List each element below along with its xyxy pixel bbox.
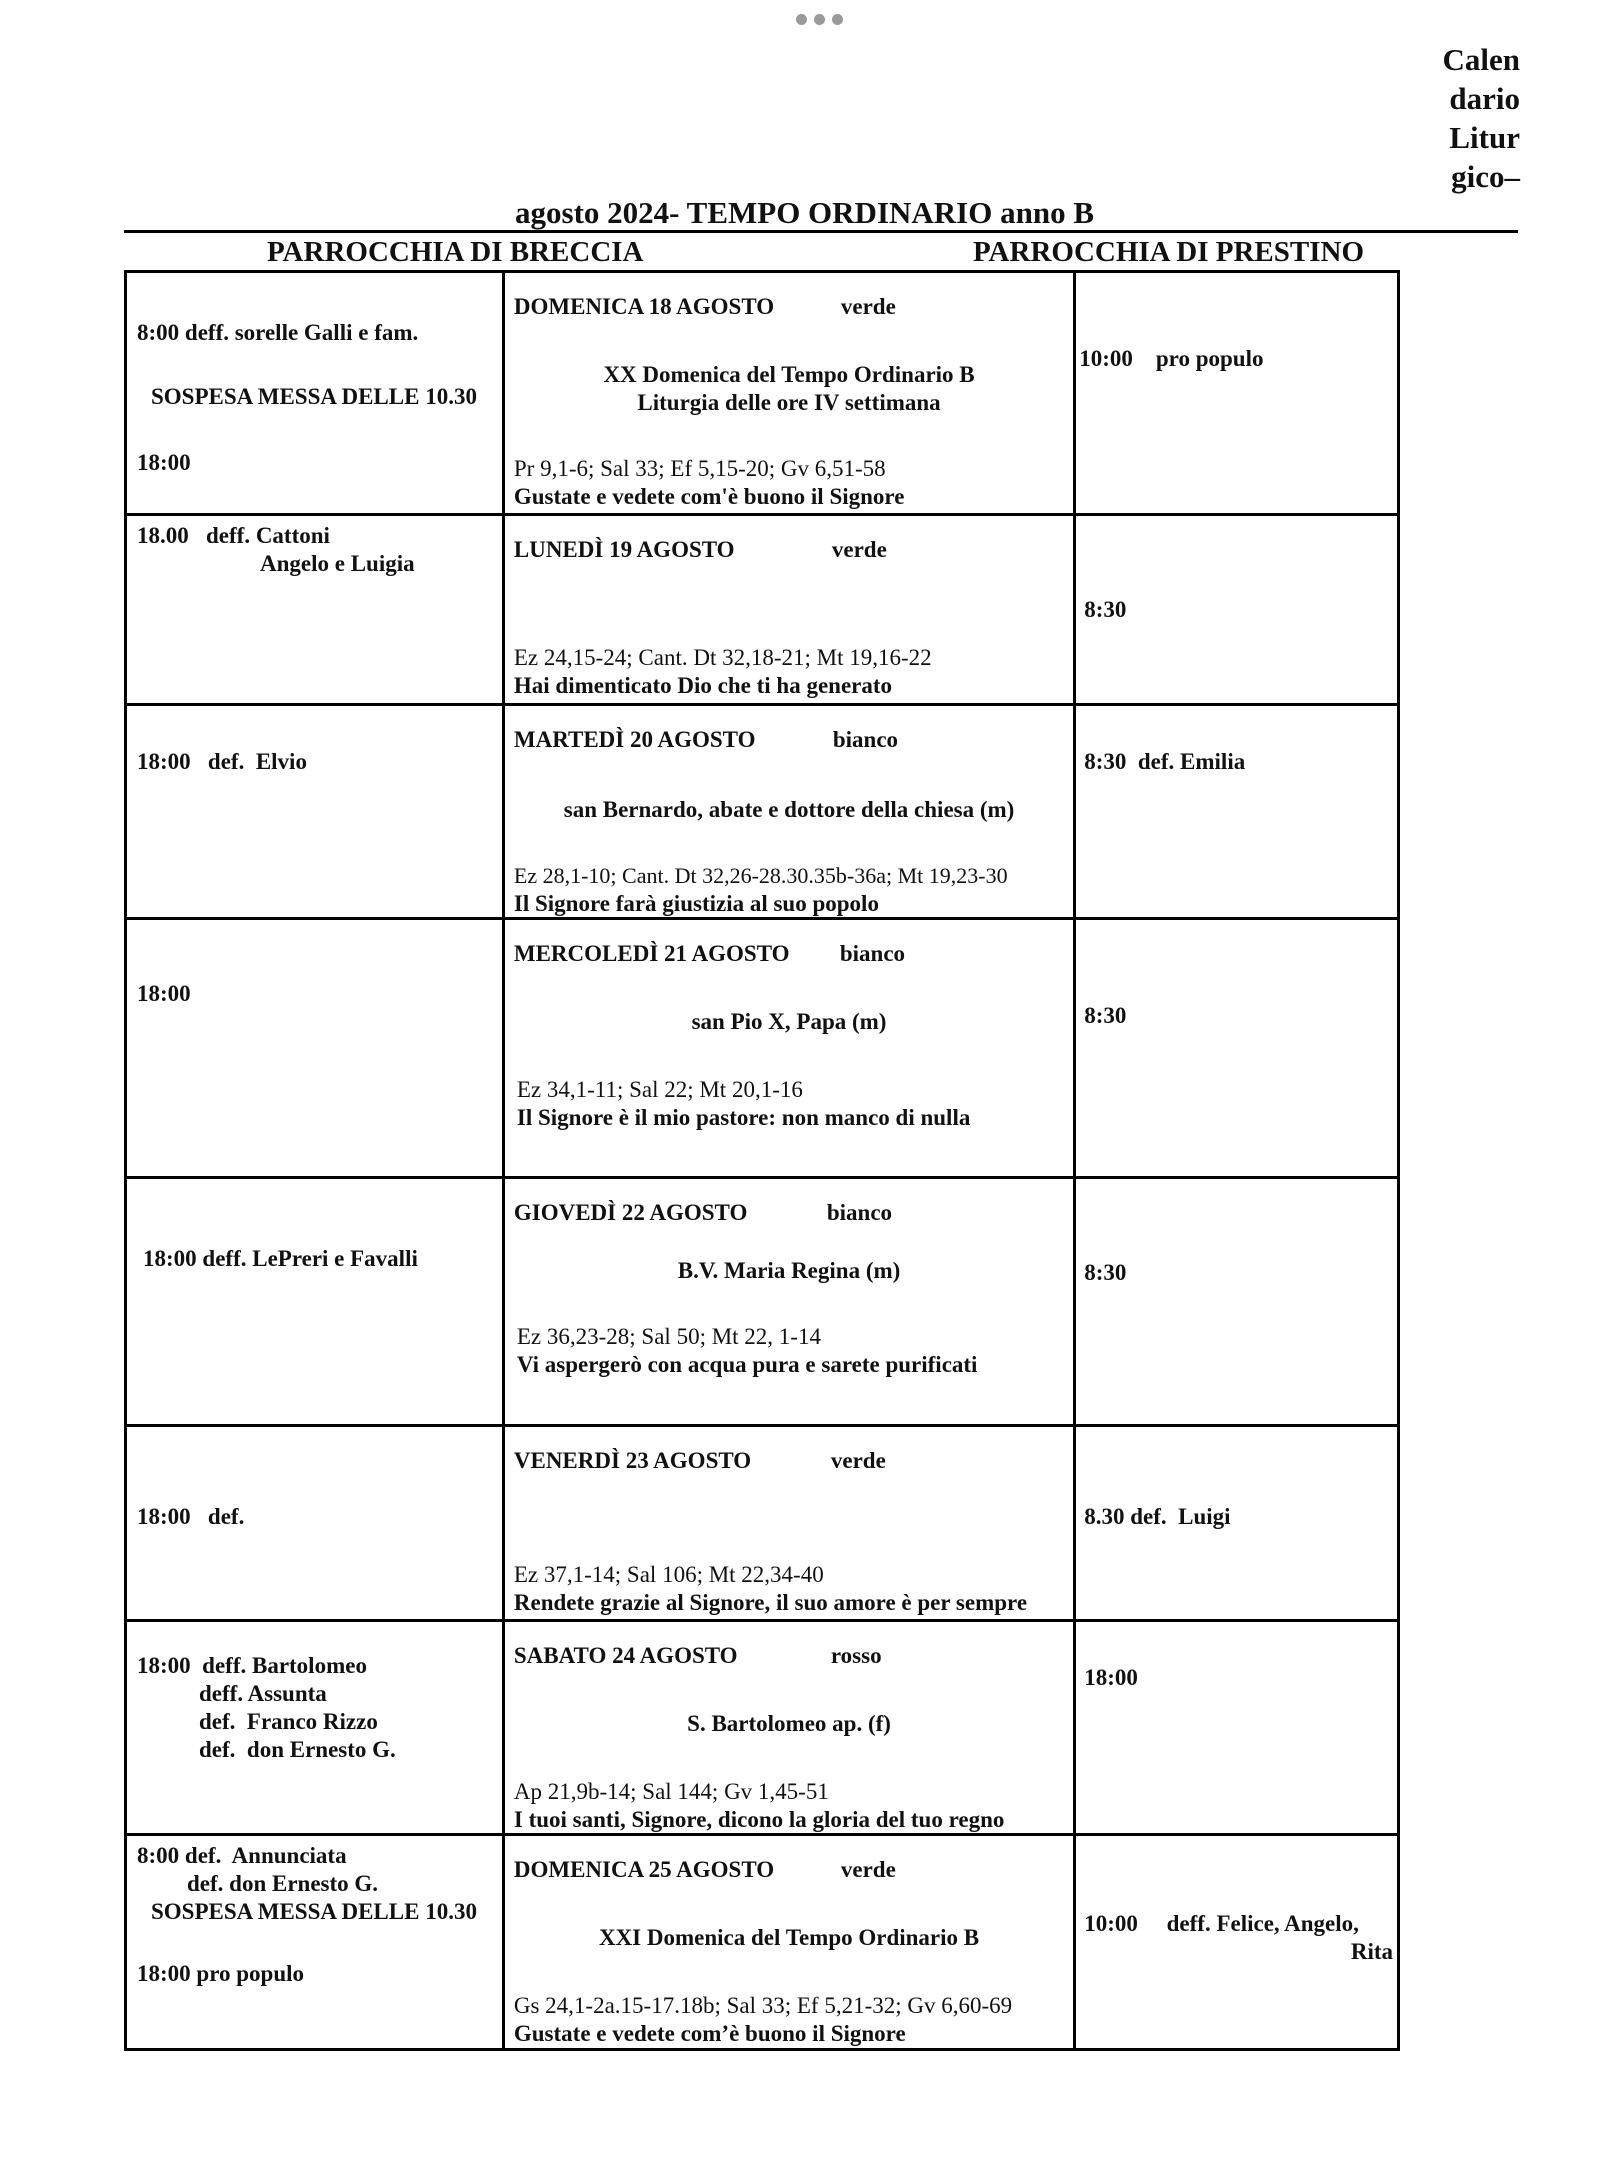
psalm-response: Il Signore farà giustizia al suo popolo xyxy=(513,891,879,916)
mass-entry: 18:00 xyxy=(137,450,191,475)
readings: Ap 21,9b-14; Sal 144; Gv 1,45-51 xyxy=(513,1779,829,1804)
prestino-cell xyxy=(1075,272,1399,515)
table-row xyxy=(126,1835,1399,2050)
mass-entry: 18:00 def. Elvio xyxy=(137,749,307,774)
feast-name: B.V. Maria Regina (m) xyxy=(677,1258,901,1283)
readings: Ez 24,15-24; Cant. Dt 32,18-21; Mt 19,16-22 xyxy=(513,645,932,670)
liturgy-cell xyxy=(503,272,1074,515)
table-row xyxy=(126,919,1399,1178)
table-row xyxy=(126,515,1399,705)
liturgy-cell xyxy=(503,515,1074,705)
mass-entry: 8:30 xyxy=(1084,1260,1127,1285)
day-date: LUNEDÌ 19 AGOSTO xyxy=(513,537,735,562)
prestino-cell xyxy=(1075,1835,1399,2050)
title-rule xyxy=(124,230,1518,233)
prestino-cell xyxy=(1075,1621,1399,1835)
mass-entry: 18:00 pro populo xyxy=(137,1961,305,1986)
liturgical-color: bianco xyxy=(839,941,906,966)
liturgy-cell xyxy=(503,705,1074,919)
psalm-response: Il Signore è il mio pastore: non manco di nulla xyxy=(516,1105,971,1130)
liturgy-cell xyxy=(503,1178,1074,1426)
day-date: DOMENICA 18 AGOSTO xyxy=(513,294,775,319)
day-date: VENERDÌ 23 AGOSTO xyxy=(513,1448,752,1473)
mass-entry: 8.30 def. Luigi xyxy=(1084,1504,1231,1529)
mass-entry: Rita xyxy=(1350,1939,1393,1964)
table-row xyxy=(126,1621,1399,1835)
mass-entry: 10:00 pro populo xyxy=(1079,346,1264,371)
mass-entry: def. Franco Rizzo xyxy=(199,1709,378,1734)
liturgy-cell xyxy=(503,1621,1074,1835)
day-date: MERCOLEDÌ 21 AGOSTO xyxy=(513,941,790,966)
mass-entry: 8:30 xyxy=(1084,1003,1127,1028)
table-row xyxy=(126,705,1399,919)
mass-entry: 18:00 xyxy=(1084,1665,1138,1690)
feast-name: XX Domenica del Tempo Ordinario B xyxy=(603,362,975,387)
mass-entry: 8:00 deff. sorelle Galli e fam. xyxy=(137,320,419,345)
readings: Pr 9,1-6; Sal 33; Ef 5,15-20; Gv 6,51-58 xyxy=(513,456,886,481)
feast-name: XXI Domenica del Tempo Ordinario B xyxy=(598,1925,980,1950)
liturgical-color: rosso xyxy=(830,1643,882,1668)
liturgical-color: bianco xyxy=(832,727,899,752)
breccia-cell xyxy=(126,515,504,705)
prestino-cell xyxy=(1075,919,1399,1178)
liturgical-color: verde xyxy=(831,537,887,562)
side-title: Calen dario Litur gico– xyxy=(1442,42,1520,194)
mass-entry: Angelo e Luigia xyxy=(260,551,415,576)
readings: Gs 24,1-2a.15-17.18b; Sal 33; Ef 5,21-32; Gv 6,60-69 xyxy=(513,1993,1013,2018)
psalm-response: Rendete grazie al Signore, il suo amore è per sempre xyxy=(513,1590,1028,1615)
readings: Ez 36,23-28; Sal 50; Mt 22, 1-14 xyxy=(516,1324,821,1349)
mass-entry: 18:00 def. xyxy=(137,1504,245,1529)
prestino-cell xyxy=(1075,1426,1399,1621)
day-date: MARTEDÌ 20 AGOSTO xyxy=(513,727,756,752)
prestino-cell xyxy=(1075,1178,1399,1426)
table-row xyxy=(126,1178,1399,1426)
table-row xyxy=(126,272,1399,515)
mass-entry: def. don Ernesto G. xyxy=(199,1737,396,1762)
calendar-table xyxy=(124,270,1400,2051)
prestino-cell xyxy=(1075,705,1399,919)
readings: Ez 37,1-14; Sal 106; Mt 22,34-40 xyxy=(513,1562,824,1587)
feast-name: S. Bartolomeo ap. (f) xyxy=(687,1711,891,1736)
psalm-response: Gustate e vedete com’è buono il Signore xyxy=(513,2021,906,2046)
breccia-cell xyxy=(126,1835,504,2050)
mass-entry: SOSPESA MESSA DELLE 10.30 xyxy=(151,1899,477,1924)
mass-entry: deff. Assunta xyxy=(199,1681,327,1706)
mass-entry: SOSPESA MESSA DELLE 10.30 xyxy=(151,384,477,409)
prestino-cell xyxy=(1075,515,1399,705)
feast-name: san Bernardo, abate e dottore della chiesa (m) xyxy=(563,797,1015,822)
liturgy-cell xyxy=(503,1426,1074,1621)
mass-entry: 8:30 def. Emilia xyxy=(1084,749,1246,774)
liturgical-color: verde xyxy=(830,1448,886,1473)
mass-entry: def. don Ernesto G. xyxy=(187,1871,379,1896)
readings: Ez 34,1-11; Sal 22; Mt 20,1-16 xyxy=(516,1077,803,1102)
feast-name: san Pio X, Papa (m) xyxy=(691,1009,887,1034)
breccia-cell xyxy=(126,1178,504,1426)
day-date: GIOVEDÌ 22 AGOSTO xyxy=(513,1200,748,1225)
mass-entry: 8:30 xyxy=(1084,597,1127,622)
more-options-icon[interactable] xyxy=(796,14,844,26)
liturgy-cell xyxy=(503,919,1074,1178)
liturgical-color: bianco xyxy=(826,1200,893,1225)
liturgy-cell xyxy=(503,1835,1074,2050)
breccia-cell xyxy=(126,705,504,919)
mass-entry: 8:00 def. Annunciata xyxy=(137,1843,347,1868)
psalm-response: Hai dimenticato Dio che ti ha generato xyxy=(513,673,893,698)
mass-entry: 18:00 xyxy=(137,981,191,1006)
parish-breccia-heading: PARROCCHIA DI BRECCIA xyxy=(267,236,644,268)
breccia-cell xyxy=(126,919,504,1178)
breccia-cell xyxy=(126,1621,504,1835)
table-row xyxy=(126,1426,1399,1621)
day-date: SABATO 24 AGOSTO xyxy=(513,1643,738,1668)
page-title: agosto 2024- TEMPO ORDINARIO anno B xyxy=(515,195,1095,230)
liturgical-color: verde xyxy=(840,294,896,319)
liturgical-color: verde xyxy=(840,1857,896,1882)
psalm-response: I tuoi santi, Signore, dicono la gloria del tuo regno xyxy=(513,1807,1005,1832)
feast-note: Liturgia delle ore IV settimana xyxy=(637,390,941,415)
readings: Ez 28,1-10; Cant. Dt 32,26-28.30.35b-36a; Mt 19,23-30 xyxy=(513,863,1008,888)
mass-entry: 18.00 deff. Cattoni xyxy=(137,523,330,548)
breccia-cell xyxy=(126,272,504,515)
mass-entry: 10:00 deff. Felice, Angelo, xyxy=(1084,1911,1359,1936)
breccia-cell xyxy=(126,1426,504,1621)
psalm-response: Vi aspergerò con acqua pura e sarete purificati xyxy=(516,1352,978,1377)
mass-entry: 18:00 deff. LePreri e Favalli xyxy=(143,1246,418,1271)
day-date: DOMENICA 25 AGOSTO xyxy=(513,1857,775,1882)
psalm-response: Gustate e vedete com'è buono il Signore xyxy=(513,484,905,509)
mass-entry: 18:00 deff. Bartolomeo xyxy=(137,1653,367,1678)
parish-prestino-heading: PARROCCHIA DI PRESTINO xyxy=(973,236,1365,268)
